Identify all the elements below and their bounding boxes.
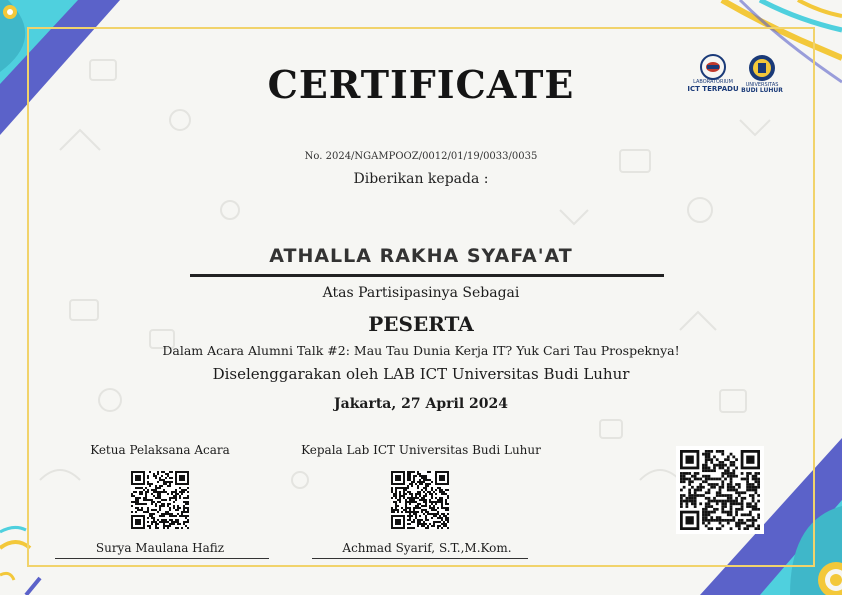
signatory-2-name: Achmad Syarif, S.T.,M.Kom. xyxy=(342,541,512,555)
qr-code-icon xyxy=(680,450,760,530)
recipient-name-underline xyxy=(190,274,664,277)
university-logo-bottom-text: BUDI LUHUR xyxy=(741,87,783,94)
signatory-1-name: Surya Maulana Hafiz xyxy=(95,541,225,555)
certificate-number: No. 2024/NGAMPOOZ/0012/01/19/0033/0035 xyxy=(304,151,538,162)
signatory-1-title: Ketua Pelaksana Acara xyxy=(90,443,230,457)
given-to-label: Diberikan kepada : xyxy=(353,171,489,187)
participation-label: Atas Partisipasinya Sebagai xyxy=(322,285,520,301)
signatory-2-line xyxy=(312,558,528,559)
place-and-date: Jakarta, 27 April 2024 xyxy=(334,396,508,412)
lab-logo-top-text: LABORATORIUM xyxy=(693,79,733,85)
event-description: Dalam Acara Alumni Talk #2: Mau Tau Dunia Kerja IT? Yuk Cari Tau Prospeknya! xyxy=(162,343,680,358)
verification-qr-code xyxy=(676,446,764,534)
signatory-2-title: Kepala Lab ICT Universitas Budi Luhur xyxy=(301,443,541,457)
signatory-2-qr-code xyxy=(391,471,449,529)
recipient-name: ATHALLA RAKHA SYAFA'AT xyxy=(269,245,573,267)
certificate-title: CERTIFICATE xyxy=(267,62,575,107)
signatory-1-qr-code xyxy=(131,471,189,529)
university-logo-top-text: UNIVERSITAS xyxy=(745,82,779,88)
qr-code-icon xyxy=(131,471,189,529)
signatory-1-line xyxy=(55,558,269,559)
organizer-statement: Diselenggarakan oleh LAB ICT Universitas Budi Luhur xyxy=(212,365,630,383)
participant-role: PESERTA xyxy=(368,312,474,336)
lab-logo-bottom-text: ICT TERPADU xyxy=(687,85,739,93)
qr-code-icon xyxy=(391,471,449,529)
